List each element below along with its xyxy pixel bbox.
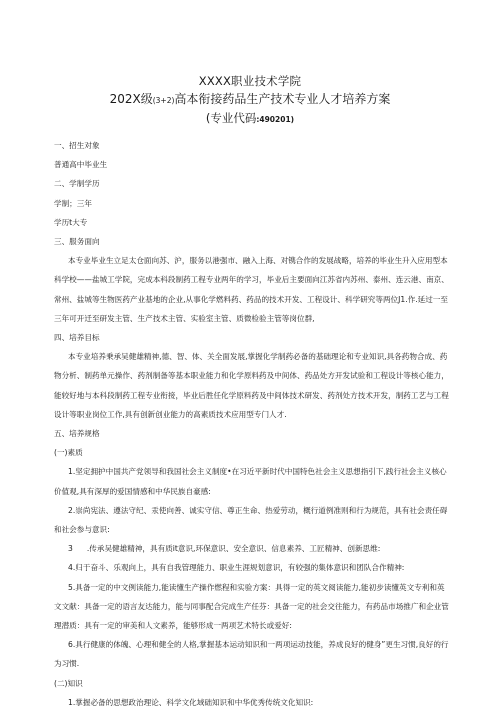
quality-item-1 [54,462,450,500]
program-code-value: :490201) [256,115,295,124]
knowledge-item-1-text: .掌握必备的思想政治理论、科学文化域础知识和中华优秀传统文化知识: [72,697,314,707]
subsection-heading-quality: (一)素质 [54,448,83,458]
section-heading-3: 三、服务面向 [54,237,100,247]
program-code-prefix: (专业代码 [205,111,257,125]
quality-item-2-text: .崇尚宪法、遵法守纪、汞使向善、诚实守信、尊正生命、热爱劳动，概行道例准则和行为规范，具有社会责任碍和社会参与意识: [54,505,448,535]
program-code [0,111,500,127]
quality-item-4-number: 4 [68,563,73,573]
quality-item-3-number: 3 [68,544,73,554]
document-body [54,136,450,712]
quality-item-4 [54,558,450,577]
section-paragraph-3: 本专业毕业生立足太仓面向苏、沪，服务以港强市、融入上海、对镌合作的发展战略，培养的毕业生升入应用型本科学校——盐城工学院，完成本科段制药工程专业两年的学习，毕业后主要面向江苏省内苏州、泰州、连云港、南京、常州、盐城等生物医药产业基地的企业,从事化学燃料药、药品的技术开发、工程设计、科学研究等两位J1.作.延过一至三年可开迁至研发主管、生产技术主管、实验室主管、质微检验主管等岗位群, [54,256,449,323]
program-title-grade: 202X级 [109,92,153,106]
quality-item-3-text: .传承吴健雄精神，具有质it意识,环保意识、安全意识、信息素养、工匠精神、创新思维: [86,544,381,554]
program-title [0,91,500,109]
quality-item-5-number: 5 [68,582,73,592]
section-heading-1: 一、招生对象 [54,141,100,150]
quality-item-3 [54,539,450,558]
quality-item-5-text: .具备一定的中文例读能力,能读懂生产操作燃程和实验方案：具得一定的英文阅读能力,能初步读懂英文专利和英文文献：具备一定的语言友达能力，能与同事配合完成生产任芬：具备一定的社会交往能力，有药品市场推广和企业管理潜质：具有一定的审美和人文素养，能够形成一两项艺术特长或爱好: [54,582,449,631]
section-paragraph-4: 本专业培养乗承吴健雄精神,德、智、体、关全面发展,掌握化学制药必备的基础理论和专业知识,具各药物合成、药物分析、制药单元操作、药剂制备等基本职业能力和化学原料药及中间体、药品处方开发试验和工程设计等核心能力，能较好地与本科段制药工程专业衔接，毕业后胜任化学原料药及中间体技术研发、药剂处方技术开发，制药工艺与工程设计等职业岗位工作,具有创新创业能力的高素质技术应用型专门人才. [54,352,449,419]
quality-item-6-text: .具行健康的体魄、心理和健全的人格,掌握基本运动知识和一两项运动技能，养成良好的健身”更生习惯,良好的行为习惯. [54,640,449,669]
quality-item-5 [54,578,450,636]
section-text-2a: 学制；三年 [54,198,92,208]
section-text-2b: 学历t大专 [54,217,88,227]
section-text-1: 普通高中毕业生 [54,160,108,170]
section-heading-5: 五、培养规格 [54,429,100,439]
quality-item-2 [54,501,450,539]
quality-item-6 [54,635,450,673]
quality-item-6-number: 6 [68,640,73,650]
knowledge-item-1 [54,693,450,712]
program-title-tag: (3+2) [152,96,175,105]
subsection-heading-knowledge: (二)知识 [54,678,83,688]
section-heading-2: 二、学制学历 [54,179,100,189]
quality-item-1-number: 1 [68,467,73,477]
quality-item-1-text: .坚定拥护中国共产党领导和我国社会主义制度•在习近平新时代中国特色社会主义思想指引下,践行社会主义核心价值观,具有深厚的爱国情感和中华民族自豪感: [54,467,447,496]
program-title-rest: 高本衔接药品生产技术专业人才培养方案 [174,92,391,106]
document-title-block [0,74,500,127]
quality-item-4-text: .归于奋斗、乐观向上，具有自我管理能力、职业生涯规划意识，有较强的集体意识和团队合作精神: [72,563,405,573]
institution-title: XXXX职业技术学院 [198,74,302,88]
section-heading-4: 四、培养目标 [54,333,100,343]
knowledge-item-1-number: 1 [68,697,73,707]
quality-item-2-number: 2 [68,505,73,515]
